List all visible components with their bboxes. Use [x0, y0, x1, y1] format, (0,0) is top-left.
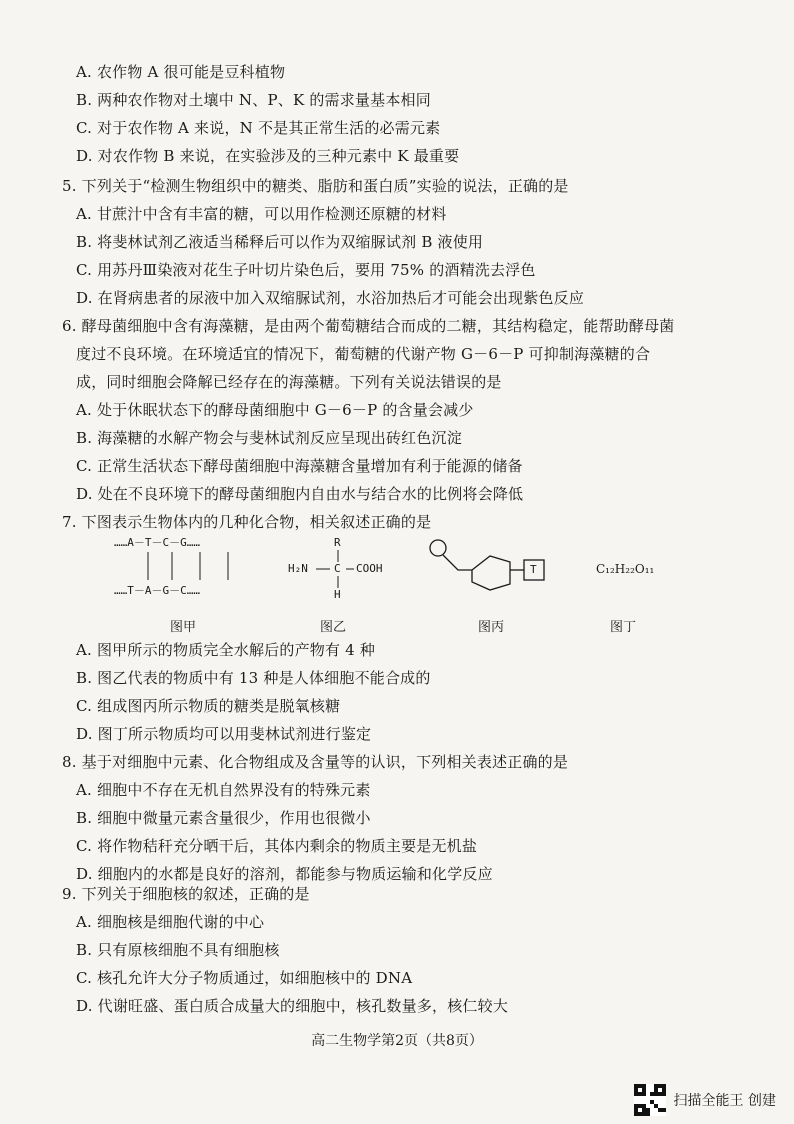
option-5b: B. 将斐林试剂乙液适当稀释后可以作为双缩脲试剂 B 液使用 — [76, 233, 484, 251]
figure-bing-base: T — [530, 563, 537, 576]
option-5d: D. 在肾病患者的尿液中加入双缩脲试剂，水浴加热后才可能会出现紫色反应 — [76, 289, 585, 307]
figure-jia-top-strand: ……A－T－C－G…… — [114, 536, 200, 549]
figure-yi-r: R — [334, 536, 341, 549]
option-5a: A. 甘蔗汁中含有丰富的糖，可以用作检测还原糖的材料 — [76, 205, 447, 223]
option-4d: D. 对农作物 B 来说，在实验涉及的三种元素中 K 最重要 — [76, 147, 460, 165]
option-5c: C. 用苏丹Ⅲ染液对花生子叶切片染色后，要用 75% 的酒精洗去浮色 — [76, 261, 536, 279]
qr-code-icon — [634, 1084, 666, 1116]
option-9a: A. 细胞核是细胞代谢的中心 — [76, 913, 265, 931]
scanner-text: 扫描全能王 创建 — [673, 1093, 776, 1109]
figure-jia-label: 图甲 — [170, 620, 197, 635]
option-9c: C. 核孔允许大分子物质通过，如细胞核中的 DNA — [76, 969, 413, 987]
figure-yi-h: H — [334, 588, 341, 601]
option-8c: C. 将作物秸秆充分晒干后，其体内剩余的物质主要是无机盐 — [76, 837, 478, 855]
figure-yi-cooh: COOH — [356, 562, 383, 575]
option-7c: C. 组成图丙所示物质的糖类是脱氧核糖 — [76, 697, 341, 715]
figure-bing-label: 图丙 — [478, 620, 505, 635]
option-4c: C. 对于农作物 A 来说，N 不是其正常生活的必需元素 — [76, 119, 441, 137]
phosphate-circle — [430, 540, 446, 556]
figure-ding-label: 图丁 — [610, 620, 637, 635]
figure-jia-bonds — [148, 552, 228, 580]
option-6d: D. 处在不良环境下的酵母菌细胞内自由水与结合水的比例将会降低 — [76, 485, 524, 503]
question-9: 9. 下列关于细胞核的叙述，正确的是 — [62, 885, 310, 903]
option-8a: A. 细胞中不存在无机自然界没有的特殊元素 — [76, 781, 371, 799]
page-footer: 高二生物学第2页（共8页） — [311, 1033, 483, 1049]
figure-bing-nucleotide — [430, 540, 544, 590]
question-5: 5. 下列关于“检测生物组织中的糖类、脂肪和蛋白质”实验的说法，正确的是 — [62, 177, 569, 195]
question-6-line1: 6. 酵母菌细胞中含有海藻糖，是由两个葡萄糖结合而成的二糖，其结构稳定，能帮助酵母菌 — [62, 317, 675, 335]
figure-yi-label: 图乙 — [320, 620, 347, 635]
pentose-ring — [472, 556, 510, 590]
option-4b: B. 两种农作物对土壤中 N、P、K 的需求量基本相同 — [76, 91, 431, 109]
question-6-line3: 成，同时细胞会降解已经存在的海藻糖。下列有关说法错误的是 — [76, 373, 502, 391]
question-7: 7. 下图表示生物体内的几种化合物，相关叙述正确的是 — [62, 513, 432, 531]
figure-yi-h2n: H₂N — [288, 562, 308, 575]
option-8b: B. 细胞中微量元素含量很少，作用也很微小 — [76, 809, 371, 827]
option-4a: A. 农作物 A 很可能是豆科植物 — [76, 63, 286, 81]
compound-figures — [110, 532, 710, 635]
option-7b: B. 图乙代表的物质中有 13 种是人体细胞不能合成的 — [76, 669, 431, 687]
question-6-line2: 度过不良环境。在环境适宜的情况下，葡萄糖的代谢产物 G－6－P 可抑制海藻糖的合 — [76, 345, 651, 363]
option-9d: D. 代谢旺盛、蛋白质合成量大的细胞中，核孔数量多，核仁较大 — [76, 997, 509, 1015]
option-6c: C. 正常生活状态下酵母菌细胞中海藻糖含量增加有利于能源的储备 — [76, 457, 523, 475]
option-7a: A. 图甲所示的物质完全水解后的产物有 4 种 — [76, 641, 376, 659]
option-7d: D. 图丁所示物质均可以用斐林试剂进行鉴定 — [76, 725, 372, 743]
option-6a: A. 处于休眠状态下的酵母菌细胞中 G－6－P 的含量会减少 — [76, 401, 474, 419]
option-8d: D. 细胞内的水都是良好的溶剂，都能参与物质运输和化学反应 — [76, 865, 493, 883]
figure-jia-bottom-strand: ……T－A－G－C…… — [114, 584, 200, 597]
option-9b: B. 只有原核细胞不具有细胞核 — [76, 941, 280, 959]
option-6b: B. 海藻糖的水解产物会与斐林试剂反应呈现出砖红色沉淀 — [76, 429, 462, 447]
figure-ding-formula: C₁₂H₂₂O₁₁ — [596, 562, 655, 576]
scanner-watermark — [634, 1084, 776, 1116]
figure-yi-c: C — [334, 562, 341, 575]
question-8: 8. 基于对细胞中元素、化合物组成及含量等的认识，下列相关表述正确的是 — [62, 753, 569, 771]
